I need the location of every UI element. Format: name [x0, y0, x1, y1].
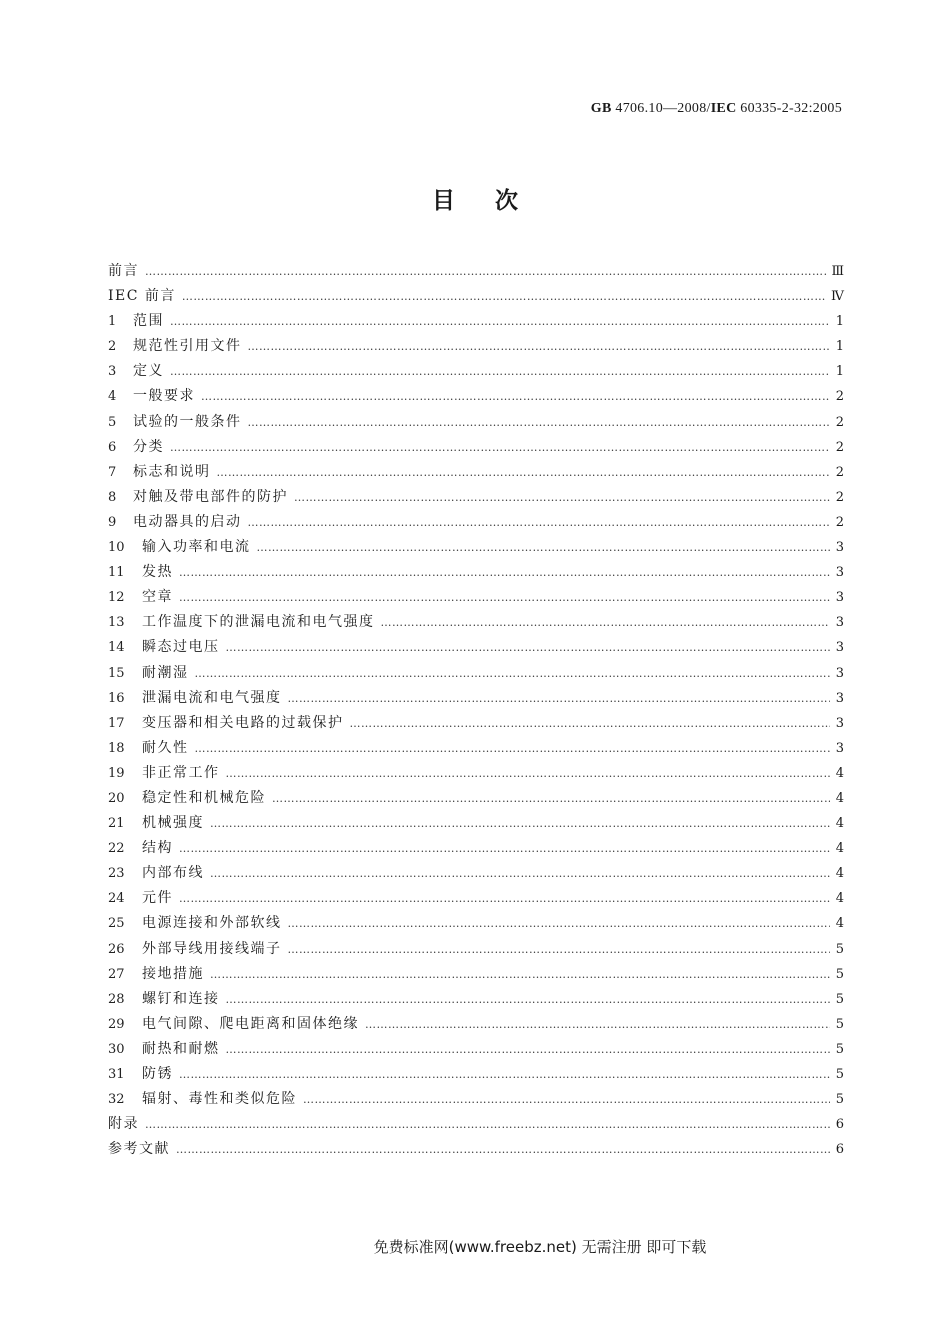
- toc-entry[interactable]: [108, 937, 844, 962]
- toc-entry[interactable]: [108, 535, 844, 560]
- dot-leader: [179, 585, 830, 610]
- toc-entry-page: 3: [835, 615, 844, 631]
- toc-entry-page: 5: [835, 941, 844, 957]
- toc-entry-page: 3: [835, 540, 844, 556]
- toc-entry[interactable]: [108, 359, 844, 384]
- toc-entry[interactable]: [108, 1087, 844, 1112]
- toc-entry-page: 1: [835, 314, 844, 330]
- toc-entry-label: 工作温度下的泄漏电流和电气强度: [142, 614, 375, 631]
- toc-entry-label: 标志和说明: [133, 463, 211, 480]
- toc-entry-label: 防锈: [142, 1066, 173, 1082]
- toc-entry[interactable]: [108, 786, 844, 811]
- toc-entry[interactable]: [108, 962, 844, 987]
- toc-entry-number: 25: [108, 916, 125, 932]
- toc-entry[interactable]: [108, 1012, 844, 1037]
- toc-entry-page: Ⅲ: [831, 264, 844, 279]
- toc-entry-label: 元件: [142, 890, 173, 907]
- toc-entry[interactable]: [108, 686, 844, 711]
- dot-leader: [210, 811, 830, 836]
- dot-leader: [288, 911, 831, 936]
- toc-entry[interactable]: [108, 886, 844, 911]
- toc-entry-page: 5: [835, 966, 844, 982]
- toc-entry-number: 14: [108, 640, 125, 656]
- toc-entry[interactable]: [108, 661, 844, 686]
- toc-entry[interactable]: [108, 585, 844, 610]
- toc-entry-number: 23: [108, 866, 125, 882]
- dot-leader: [381, 610, 831, 635]
- toc-entry-page: 3: [835, 715, 844, 731]
- toc-entry-number: 6: [108, 439, 117, 455]
- toc-entry-number: 29: [108, 1016, 125, 1032]
- toc-entry-page: 2: [835, 464, 844, 480]
- toc-entry-number: 5: [108, 414, 117, 430]
- toc-entry-number: 28: [108, 991, 125, 1007]
- toc-entry-label: 内部布线: [142, 865, 204, 882]
- toc-entry-label: 电源连接和外部软线: [142, 915, 282, 932]
- standard-code-rest: 60335-2-32:2005: [736, 101, 842, 116]
- dot-leader: [257, 535, 831, 560]
- dot-leader: [226, 1037, 831, 1062]
- dot-leader: [226, 761, 831, 786]
- dot-leader: [226, 635, 831, 660]
- dot-leader: [195, 736, 831, 761]
- dot-leader: [179, 836, 830, 861]
- toc-entry-number: 20: [108, 790, 125, 806]
- toc-entry-page: 1: [835, 364, 844, 380]
- toc-entry-label: 耐热和耐燃: [142, 1040, 220, 1057]
- toc-entry-page: 5: [835, 1041, 844, 1057]
- toc-entry-page: 2: [835, 389, 844, 405]
- toc-entry[interactable]: [108, 811, 844, 836]
- toc-entry-label: 前言: [108, 263, 139, 279]
- dot-leader: [145, 259, 827, 284]
- toc-entry-label: 输入功率和电流: [142, 539, 251, 556]
- dot-leader: [195, 661, 831, 686]
- toc-entry[interactable]: [108, 410, 844, 435]
- toc-entry[interactable]: [108, 736, 844, 761]
- toc-entry[interactable]: [108, 987, 844, 1012]
- dot-leader: [179, 560, 830, 585]
- dot-leader: [210, 861, 830, 886]
- toc-entry-page: 4: [835, 891, 844, 907]
- toc-entry-page: 3: [835, 565, 844, 581]
- toc-entry-page: 4: [835, 816, 844, 832]
- toc-entry-number: 18: [108, 740, 125, 756]
- toc-entry[interactable]: [108, 560, 844, 585]
- toc-entry-page: 6: [835, 1142, 844, 1158]
- standard-code: [591, 101, 842, 117]
- dot-leader: [226, 987, 831, 1012]
- dot-leader: [248, 510, 831, 535]
- toc-entry-number: 12: [108, 590, 125, 606]
- toc-entry-number: 26: [108, 941, 125, 957]
- dot-leader: [170, 309, 830, 334]
- toc-entry-label: 电动器具的启动: [133, 513, 242, 530]
- dot-leader: [179, 1062, 830, 1087]
- toc-entry-page: 3: [835, 665, 844, 681]
- toc-entry-label: 参考文献: [108, 1141, 170, 1158]
- toc-entry-label: 外部导线用接线端子: [142, 940, 282, 957]
- toc-entry-label: 范围: [133, 313, 164, 330]
- toc-entry[interactable]: [108, 836, 844, 861]
- dot-leader: [201, 384, 830, 409]
- toc-entry-page: 5: [835, 1067, 844, 1082]
- page-title: 目次: [432, 187, 558, 214]
- toc-entry-label: 试验的一般条件: [133, 413, 242, 430]
- dot-leader: [303, 1087, 830, 1112]
- toc-entry-page: Ⅳ: [831, 289, 844, 305]
- dot-leader: [210, 962, 830, 987]
- toc-entry[interactable]: [108, 1062, 844, 1087]
- toc-entry-label: 定义: [133, 363, 164, 380]
- toc-entry[interactable]: [108, 384, 844, 409]
- toc-entry-label: IEC 前言: [108, 288, 176, 305]
- toc-entry-number: 2: [108, 339, 117, 355]
- toc-entry-page: 4: [835, 790, 844, 806]
- toc-entry-number: 7: [108, 464, 117, 480]
- toc-entry[interactable]: [108, 1037, 844, 1062]
- standard-code-main: 4706.10—2008/: [611, 101, 711, 116]
- toc-entry-number: 19: [108, 765, 125, 781]
- toc-entry-label: 稳定性和机械危险: [142, 789, 266, 806]
- toc-entry-page: 6: [835, 1117, 844, 1133]
- toc-entry-page: 4: [835, 866, 844, 882]
- toc-entry-label: 分类: [133, 438, 164, 455]
- dot-leader: [288, 937, 831, 962]
- toc-entry-label: 瞬态过电压: [142, 639, 220, 656]
- toc-entry-page: 2: [835, 439, 844, 455]
- toc-entry[interactable]: [108, 610, 844, 635]
- toc-entry-label: 规范性引用文件: [133, 338, 242, 355]
- toc-entry[interactable]: [108, 460, 844, 485]
- toc-entry[interactable]: [108, 711, 844, 736]
- toc-entry-number: 16: [108, 690, 125, 706]
- toc-entry[interactable]: [108, 259, 844, 284]
- standard-code-iec: IEC: [710, 101, 737, 116]
- toc-entry-page: 4: [835, 765, 844, 781]
- toc-entry-page: 5: [835, 991, 844, 1007]
- toc-entry-page: 4: [835, 841, 844, 857]
- toc-entry[interactable]: [108, 510, 844, 535]
- toc-entry-page: 3: [835, 590, 844, 606]
- toc-entry[interactable]: [108, 861, 844, 886]
- toc-entry-page: 3: [835, 690, 844, 706]
- toc-entry-page: 3: [835, 740, 844, 756]
- toc-entry-label: 电气间隙、爬电距离和固体绝缘: [142, 1015, 359, 1032]
- toc-entry[interactable]: [108, 761, 844, 786]
- toc-entry-label: 耐潮湿: [142, 664, 189, 681]
- toc-entry-label: 接地措施: [142, 965, 204, 982]
- toc-entry-label: 对触及带电部件的防护: [133, 488, 288, 505]
- toc-entry-page: 2: [835, 514, 844, 530]
- toc-entry-label: 发热: [142, 564, 173, 581]
- toc-entry-label: 附录: [108, 1116, 139, 1133]
- toc-entry-label: 泄漏电流和电气强度: [142, 689, 282, 706]
- dot-leader: [179, 886, 830, 911]
- toc-entry-number: 15: [108, 665, 125, 681]
- toc-entry-label: 耐久性: [142, 739, 189, 756]
- toc-entry-number: 22: [108, 841, 125, 857]
- toc-entry-page: 5: [835, 1016, 844, 1032]
- toc-entry[interactable]: [108, 435, 844, 460]
- toc-entry-page: 2: [835, 414, 844, 430]
- table-of-contents: [108, 259, 844, 1162]
- toc-entry-number: 4: [108, 389, 117, 405]
- dot-leader: [248, 334, 831, 359]
- toc-entry-label: 非正常工作: [142, 764, 220, 781]
- toc-entry-number: 17: [108, 715, 125, 731]
- toc-entry-label: 螺钉和连接: [142, 990, 220, 1007]
- toc-entry-page: 1: [835, 339, 844, 355]
- toc-entry[interactable]: [108, 334, 844, 359]
- toc-entry-number: 21: [108, 816, 125, 832]
- toc-entry[interactable]: [108, 284, 844, 309]
- dot-leader: [176, 1137, 830, 1162]
- dot-leader: [365, 1012, 830, 1037]
- toc-entry-number: 24: [108, 891, 125, 907]
- toc-entry-number: 27: [108, 966, 125, 982]
- toc-entry-number: 10: [108, 540, 125, 556]
- toc-entry-page: 5: [835, 1092, 844, 1108]
- toc-entry-label: 辐射、毒性和类似危险: [142, 1091, 297, 1108]
- dot-leader: [288, 686, 831, 711]
- toc-entry-number: 30: [108, 1041, 125, 1057]
- toc-entry-number: 9: [108, 514, 117, 530]
- toc-entry[interactable]: [108, 911, 844, 936]
- dot-leader: [182, 284, 827, 309]
- toc-entry-number: 1: [108, 314, 117, 330]
- toc-entry-label: 机械强度: [142, 815, 204, 832]
- dot-leader: [272, 786, 830, 811]
- dot-leader: [294, 485, 830, 510]
- toc-entry-label: 一般要求: [133, 388, 195, 405]
- footer-notice: 免费标准网(www.freebz.net) 无需注册 即可下载: [373, 1238, 707, 1256]
- toc-entry-label: 空章: [142, 589, 173, 606]
- toc-entry[interactable]: [108, 309, 844, 334]
- toc-entry-page: 3: [835, 640, 844, 656]
- dot-leader: [170, 435, 830, 460]
- toc-entry-page: 2: [835, 489, 844, 505]
- toc-entry-label: 结构: [142, 840, 173, 857]
- dot-leader: [248, 410, 831, 435]
- standard-code-prefix: GB: [590, 101, 612, 116]
- dot-leader: [350, 711, 831, 736]
- toc-entry[interactable]: [108, 485, 844, 510]
- toc-entry-number: 13: [108, 615, 125, 631]
- toc-entry[interactable]: [108, 635, 844, 660]
- toc-entry-number: 32: [108, 1092, 125, 1108]
- toc-entry-number: 3: [108, 364, 117, 380]
- toc-entry[interactable]: [108, 1137, 844, 1162]
- toc-entry-page: 4: [835, 916, 844, 932]
- toc-entry-number: 11: [108, 565, 125, 581]
- dot-leader: [145, 1112, 830, 1137]
- toc-entry-label: 变压器和相关电路的过载保护: [142, 714, 344, 731]
- toc-entry-number: 8: [108, 489, 117, 505]
- toc-entry-number: 31: [108, 1067, 125, 1082]
- dot-leader: [217, 460, 831, 485]
- toc-entry[interactable]: [108, 1112, 844, 1137]
- dot-leader: [170, 359, 830, 384]
